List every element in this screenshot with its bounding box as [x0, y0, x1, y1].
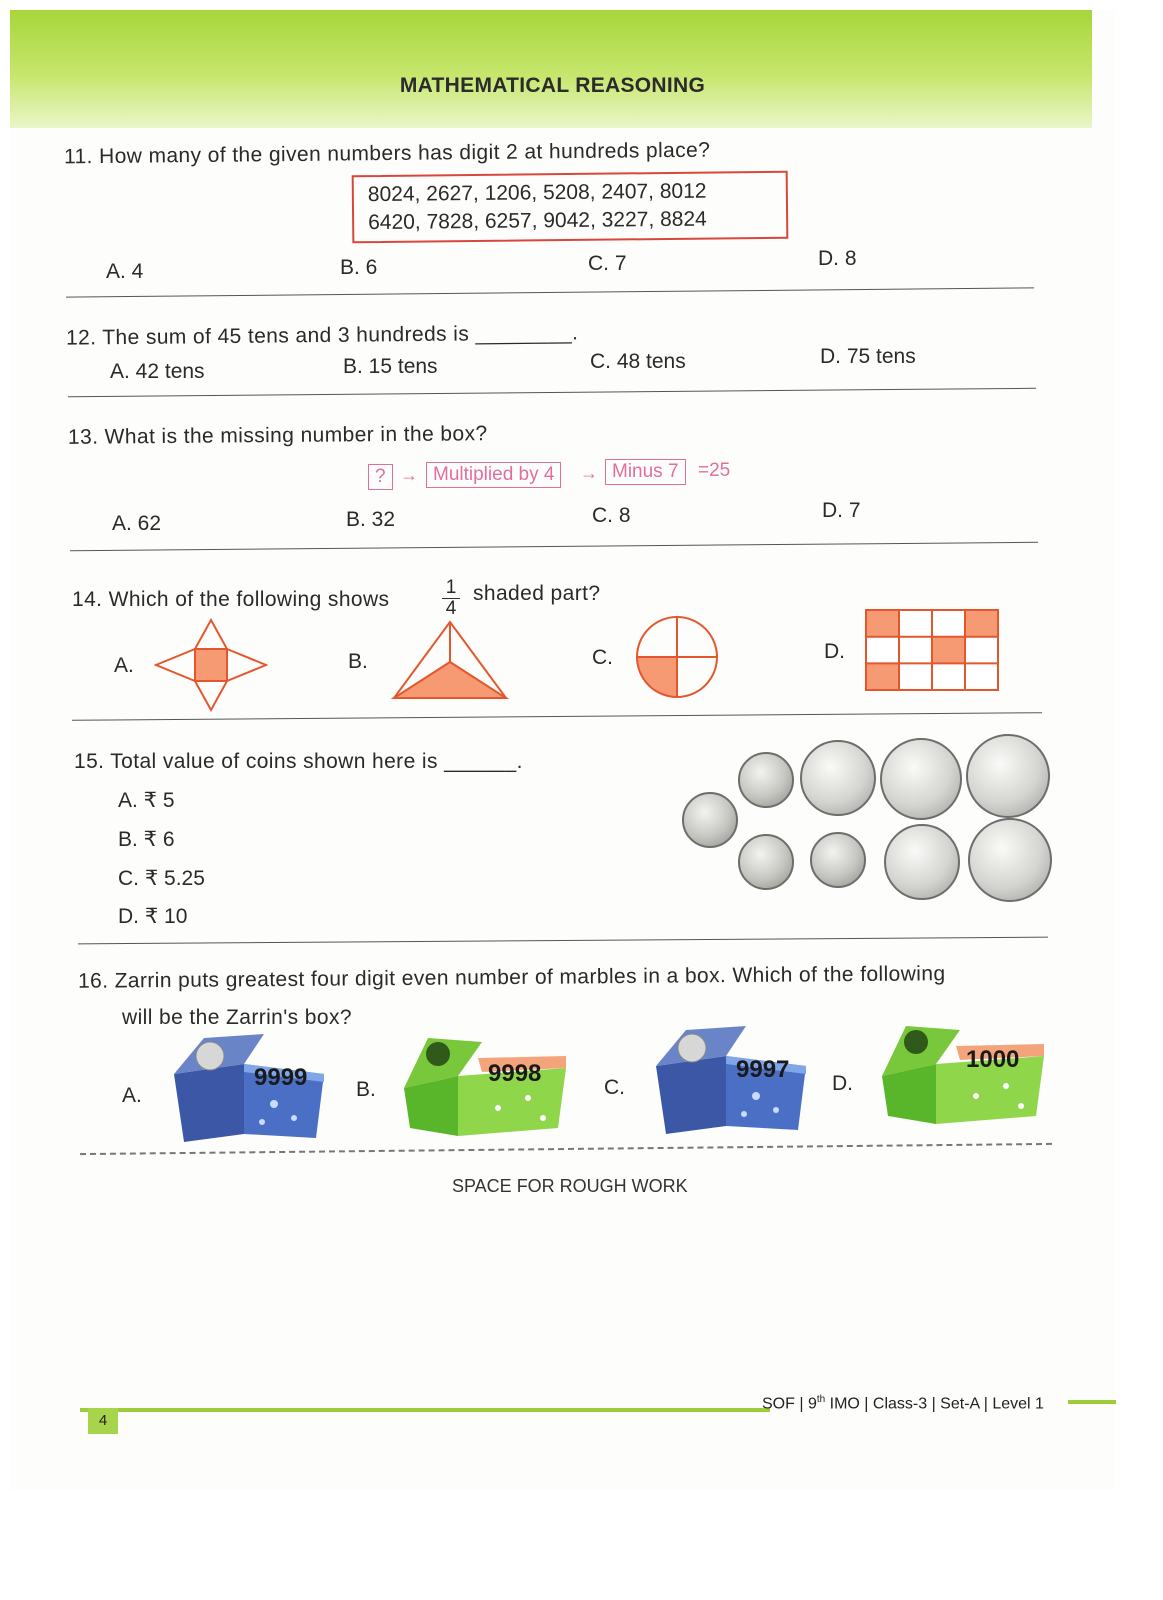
question-12: 12. The sum of 45 tens and 3 hundreds is ________.: [65, 321, 579, 350]
coin-25-paise: [682, 792, 738, 848]
footer-series-main: SOF | 9: [762, 1395, 817, 1413]
gift-box-blue: [164, 1034, 334, 1144]
q11-option-b[interactable]: B. 6: [340, 256, 378, 279]
q15-option-a[interactable]: A. ₹ 5: [118, 789, 175, 812]
footer-series-sup: th: [816, 1394, 826, 1405]
q12-option-d[interactable]: D. 75 tens: [820, 345, 916, 368]
coin-25-paise: [810, 832, 866, 888]
q15-option-d[interactable]: D. ₹ 10: [118, 905, 188, 928]
number-row-1: 8024, 2627, 1206, 5208, 2407, 8012: [367, 179, 707, 207]
question-14-start: 14. Which of the following shows: [72, 588, 390, 611]
question-11: 11. How many of the given numbers has digit 2 at hundreds place?: [63, 138, 711, 169]
q16-option-b[interactable]: B.: [356, 1078, 376, 1101]
q16-option-c[interactable]: C.: [604, 1076, 625, 1099]
arrow-icon: →: [580, 463, 598, 483]
gift-box-blue: [646, 1026, 816, 1136]
q16-option-a[interactable]: A.: [122, 1084, 142, 1107]
question-16-line-2: will be the Zarrin's box?: [122, 1006, 352, 1029]
coin-1-rupee: [968, 818, 1052, 902]
box-label-b: 9998: [488, 1060, 542, 1087]
box-label-a: 9999: [254, 1064, 308, 1091]
footer-bar: [80, 1408, 770, 1412]
rough-work-label: SPACE FOR ROUGH WORK: [452, 1176, 688, 1196]
q14-option-b[interactable]: B.: [348, 650, 368, 673]
q13-option-a[interactable]: A. 62: [112, 512, 162, 535]
q12-option-b[interactable]: B. 15 tens: [343, 355, 438, 378]
q15-option-c[interactable]: C. ₹ 5.25: [118, 867, 205, 890]
unknown-box: ?: [368, 464, 393, 490]
coin-1-rupee: [966, 734, 1050, 818]
q11-option-a[interactable]: A. 4: [106, 260, 144, 283]
footer-series-rest: IMO | Class-3 | Set-A | Level 1: [825, 1395, 1044, 1413]
footer-bar: [1068, 1400, 1116, 1404]
coin-50-paise: [800, 740, 876, 816]
fraction-denominator: 4: [445, 598, 457, 619]
box-label-c: 9997: [736, 1056, 790, 1083]
footer-series: [762, 1394, 1044, 1413]
coin-25-paise: [738, 834, 794, 890]
star-shape-figure: [154, 618, 268, 712]
page-number: 4: [88, 1408, 118, 1434]
q15-option-b[interactable]: B. ₹ 6: [118, 828, 175, 851]
fraction: [442, 578, 460, 619]
gift-box-green: [876, 1016, 1046, 1126]
q16-option-d[interactable]: D.: [832, 1072, 853, 1095]
q11-option-c[interactable]: C. 7: [588, 252, 627, 275]
circle-figure: [634, 614, 720, 700]
grid-figure: [864, 608, 1000, 692]
q13-option-d[interactable]: D. 7: [822, 499, 861, 522]
coin-1-rupee: [880, 738, 962, 820]
step-multiply: Multiplied by 4: [426, 462, 561, 488]
question-13: 13. What is the missing number in the box?: [67, 422, 488, 449]
triangle-figure: [388, 618, 512, 702]
section-title: MATHEMATICAL REASONING: [399, 74, 706, 97]
q12-option-a[interactable]: A. 42 tens: [110, 360, 205, 383]
fraction-numerator: 1: [445, 577, 457, 598]
question-16-line-1: 16. Zarrin puts greatest four digit even number of marbles in a box. Which of the following: [77, 962, 946, 993]
arrow-icon: →: [400, 465, 418, 485]
q12-option-c[interactable]: C. 48 tens: [590, 350, 686, 373]
step-minus: Minus 7: [605, 459, 686, 485]
header-band: [10, 10, 1092, 128]
coin-25-paise: [738, 752, 794, 808]
q14-option-c[interactable]: C.: [592, 646, 613, 669]
question-15: 15. Total value of coins shown here is ______.: [74, 750, 523, 773]
flow-result: =25: [698, 460, 731, 481]
box-label-d: 1000: [966, 1046, 1020, 1073]
number-box: [352, 171, 789, 244]
q14-option-a[interactable]: A.: [114, 654, 134, 677]
gift-box-green: [398, 1028, 568, 1138]
question-14-end: shaded part?: [473, 582, 601, 605]
q11-option-d[interactable]: D. 8: [818, 247, 857, 270]
q13-option-b[interactable]: B. 32: [346, 508, 396, 531]
number-row-2: 6420, 7828, 6257, 9042, 3227, 8824: [368, 207, 707, 235]
q13-option-c[interactable]: C. 8: [592, 504, 631, 527]
coin-50-paise: [884, 824, 960, 900]
q14-option-d[interactable]: D.: [824, 640, 845, 663]
